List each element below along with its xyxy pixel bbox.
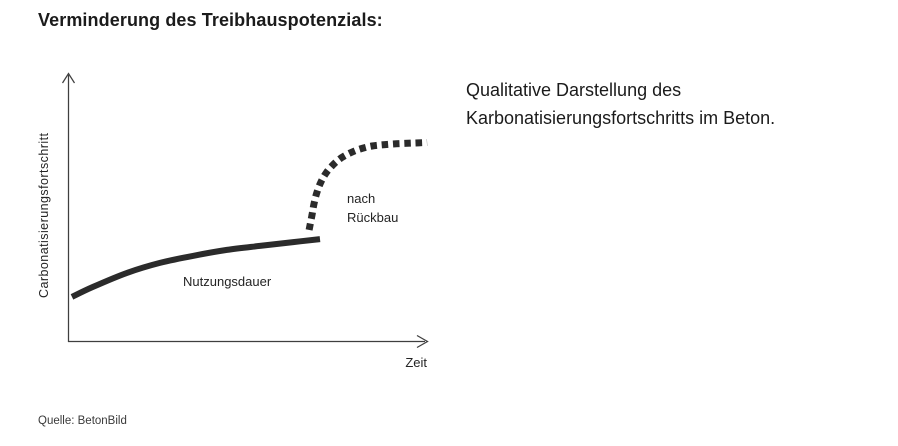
caption-line-1: Qualitative Darstellung des — [466, 80, 682, 100]
caption-line-2: Karbonatisierungsfortschritts im Beton. — [466, 108, 776, 128]
x-axis-label: Zeit — [405, 355, 427, 370]
figure-title: Verminderung des Treibhauspotenzials: — [38, 10, 383, 30]
y-axis-label: Carbonatisierungsfortschritt — [37, 132, 51, 298]
source-credit: Quelle: BetonBild — [38, 415, 127, 427]
annotation-nutzungsdauer: Nutzungsdauer — [183, 274, 272, 289]
annotation-nach-rueckbau: nach Rückbau — [347, 191, 399, 225]
figure-caption — [466, 76, 775, 132]
